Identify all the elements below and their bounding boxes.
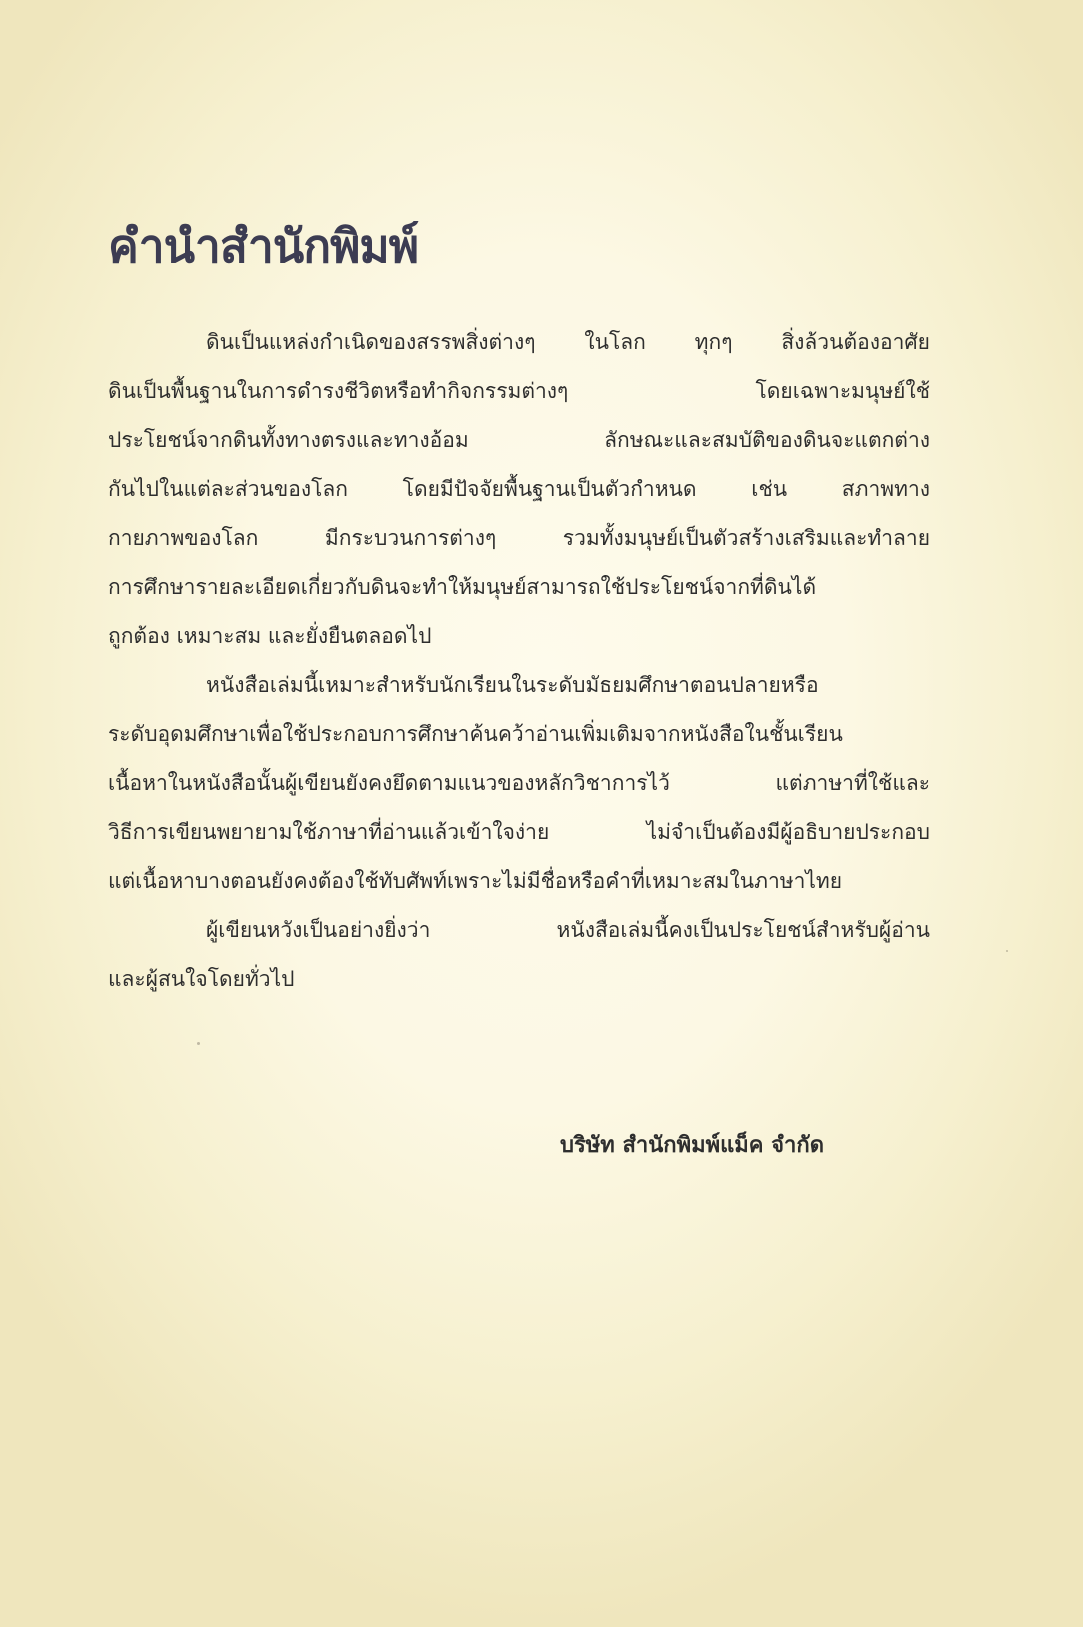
paragraph-2-line-3: เนื้อหาในหนังสือนั้นผู้เขียนยังคงยึดตามแนวของหลักวิชาการไว้ แต่ภาษาที่ใช้และ <box>108 771 930 795</box>
paragraph-1-line-6: การศึกษารายละเอียดเกี่ยวกับดินจะทำให้มนุษย์สามารถใช้ประโยชน์จากที่ดินได้ <box>108 575 817 599</box>
paragraph-1-line-7: ถูกต้อง เหมาะสม และยั่งยืนตลอดไป <box>108 624 432 648</box>
paragraph-2-line-5: แต่เนื้อหาบางตอนยังคงต้องใช้ทับศัพท์เพราะไม่มีชื่อหรือคำที่เหมาะสมในภาษาไทย <box>108 869 843 893</box>
paragraph-1-line-5: กายภาพของโลก มีกระบวนการต่างๆ รวมทั้งมนุษย์เป็นตัวสร้างเสริมและทำลาย <box>108 526 930 550</box>
paragraph-1-line-3: ประโยชน์จากดินทั้งทางตรงและทางอ้อม ลักษณะและสมบัติของดินจะแตกต่าง <box>108 428 930 452</box>
paragraph-1-line-1: ดินเป็นแหล่งกำเนิดของสรรพสิ่งต่างๆ ในโลก ทุกๆ สิ่งล้วนต้องอาศัย <box>206 330 930 354</box>
page-title: คำนำสำนักพิมพ์ <box>108 219 419 273</box>
paragraph-3-line-2: และผู้สนใจโดยทั่วไป <box>108 967 295 991</box>
paragraph-3-line-1: ผู้เขียนหวังเป็นอย่างยิ่งว่า หนังสือเล่มนี้คงเป็นประโยชน์สำหรับผู้อ่าน <box>206 918 930 942</box>
paragraph-2-line-4: วิธีการเขียนพยายามใช้ภาษาที่อ่านแล้วเข้าใจง่าย ไม่จำเป็นต้องมีผู้อธิบายประกอบ <box>108 820 930 844</box>
paragraph-1-line-2: ดินเป็นพื้นฐานในการดำรงชีวิตหรือทำกิจกรรมต่างๆ โดยเฉพาะมนุษย์ใช้ <box>108 379 930 403</box>
paper-speck <box>1006 950 1008 952</box>
paper-speck <box>197 1042 200 1045</box>
paragraph-2-line-2: ระดับอุดมศึกษาเพื่อใช้ประกอบการศึกษาค้นคว้าอ่านเพิ่มเติมจากหนังสือในชั้นเรียน <box>108 722 843 746</box>
publisher-signature: บริษัท สำนักพิมพ์แม็ค จำกัด <box>560 1133 824 1158</box>
paragraph-1-line-4: กันไปในแต่ละส่วนของโลก โดยมีปัจจัยพื้นฐานเป็นตัวกำหนด เช่น สภาพทาง <box>108 477 930 501</box>
paragraph-2-line-1: หนังสือเล่มนี้เหมาะสำหรับนักเรียนในระดับมัธยมศึกษาตอนปลายหรือ <box>206 673 819 697</box>
